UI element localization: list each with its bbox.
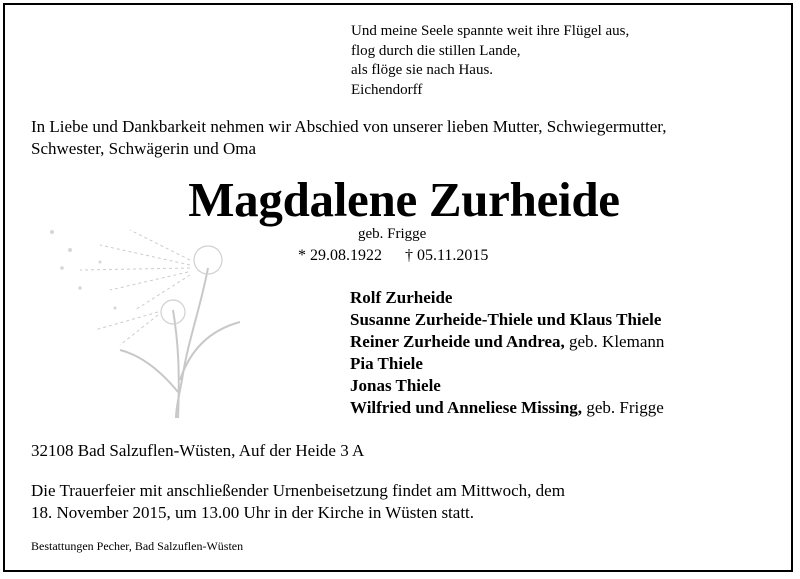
- life-dates: [298, 246, 488, 266]
- address: 32108 Bad Salzuflen-Wüsten, Auf der Heide 3 A: [31, 441, 365, 460]
- dandelion-illustration: [40, 220, 260, 420]
- mourner-name: Wilfried und Anneliese Missing,: [350, 398, 583, 417]
- poem-line: flog durch die stillen Lande,: [351, 42, 521, 59]
- poem-author: Eichendorff: [351, 81, 423, 98]
- mourner-entry: [350, 397, 664, 419]
- mourner-entry: [350, 353, 664, 375]
- mourner-name: Susanne Zurheide-Thiele und Klaus Thiele: [350, 310, 662, 329]
- poem-line: Und meine Seele spannte weit ihre Flügel aus,: [351, 23, 630, 39]
- mourner-name: Pia Thiele: [350, 354, 423, 373]
- mourner-entry: [350, 375, 664, 397]
- mourner-entry: [350, 309, 664, 331]
- intro-line: Schwester, Schwägerin und Oma: [31, 138, 256, 158]
- birth-name: geb. Frigge: [358, 226, 427, 242]
- mourner-name: Jonas Thiele: [350, 376, 441, 395]
- intro-line: In Liebe und Dankbarkeit nehmen wir Abschied von unserer lieben Mutter, Schwiegermutter,: [31, 117, 667, 136]
- service-line: Die Trauerfeier mit anschließender Urnenbeisetzung findet am Mittwoch, dem: [31, 481, 565, 500]
- mourner-entry: [350, 287, 664, 309]
- mourners-list: [350, 287, 664, 419]
- death-date: † 05.11.2015: [405, 247, 489, 264]
- poem-line: als flöge sie nach Haus.: [351, 62, 494, 78]
- mourner-entry: [350, 331, 664, 353]
- undertaker-credit: Bestattungen Pecher, Bad Salzuflen-Wüsten: [31, 539, 244, 553]
- deceased-name: Magdalene Zurheide: [188, 172, 620, 227]
- service-info: [31, 480, 565, 523]
- mourner-suffix: geb. Frigge: [582, 398, 664, 417]
- intro-text: [31, 116, 771, 159]
- mourner-suffix: geb. Klemann: [564, 332, 665, 351]
- birth-date: * 29.08.1922: [298, 247, 382, 264]
- mourner-name: Rolf Zurheide: [350, 288, 453, 307]
- service-line: 18. November 2015, um 13.00 Uhr in der Kirche in Wüsten statt.: [31, 502, 475, 522]
- poem: [351, 22, 629, 100]
- mourner-name: Reiner Zurheide und Andrea,: [350, 332, 565, 351]
